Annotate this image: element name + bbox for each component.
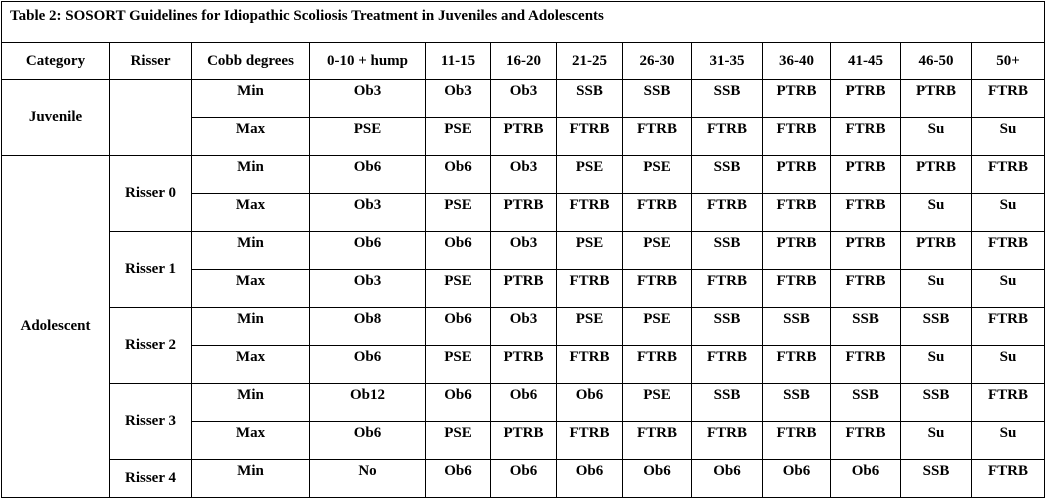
table-title: Table 2: SOSORT Guidelines for Idiopathic Scoliosis Treatment in Juveniles and Adolescents xyxy=(2,2,1045,43)
treatment-cell: SSB xyxy=(557,80,623,118)
treatment-cell: Ob6 xyxy=(310,156,426,194)
treatment-cell: Ob6 xyxy=(426,308,491,346)
treatment-cell: Ob6 xyxy=(426,232,491,270)
table-container xyxy=(1,1,1044,498)
column-header: 50+ xyxy=(972,43,1045,80)
treatment-cell: FTRB xyxy=(692,422,763,460)
treatment-cell: FTRB xyxy=(557,346,623,384)
treatment-cell: FTRB xyxy=(972,156,1045,194)
treatment-cell: Ob12 xyxy=(310,384,426,422)
treatment-cell: Ob6 xyxy=(310,422,426,460)
treatment-cell: SSB xyxy=(831,308,901,346)
treatment-cell: FTRB xyxy=(831,270,901,308)
sosort-guidelines-table xyxy=(1,1,1045,498)
category-cell: Juvenile xyxy=(2,80,110,156)
treatment-cell: PSE xyxy=(557,232,623,270)
treatment-cell: PSE xyxy=(623,308,692,346)
treatment-cell: PTRB xyxy=(901,232,972,270)
treatment-cell: Su xyxy=(972,118,1045,156)
treatment-cell: PSE xyxy=(426,270,491,308)
table-row xyxy=(2,308,1045,346)
table-row xyxy=(2,460,1045,498)
treatment-cell: SSB xyxy=(901,460,972,498)
treatment-cell: Ob3 xyxy=(491,80,557,118)
column-header: 11-15 xyxy=(426,43,491,80)
treatment-cell: FTRB xyxy=(972,308,1045,346)
table-row xyxy=(2,80,1045,118)
level-cell: Min xyxy=(192,80,310,118)
treatment-cell: Su xyxy=(901,346,972,384)
treatment-cell: PTRB xyxy=(763,232,831,270)
treatment-cell: PSE xyxy=(623,384,692,422)
treatment-cell: SSB xyxy=(763,384,831,422)
level-cell: Max xyxy=(192,346,310,384)
treatment-cell: PSE xyxy=(426,118,491,156)
treatment-cell: Ob6 xyxy=(426,384,491,422)
treatment-cell: FTRB xyxy=(763,422,831,460)
treatment-cell: FTRB xyxy=(972,384,1045,422)
level-cell: Min xyxy=(192,460,310,498)
column-header: Cobb degrees xyxy=(192,43,310,80)
treatment-cell: Ob3 xyxy=(310,80,426,118)
level-cell: Min xyxy=(192,308,310,346)
level-cell: Min xyxy=(192,156,310,194)
treatment-cell: SSB xyxy=(692,156,763,194)
column-header: 16-20 xyxy=(491,43,557,80)
column-header: 36-40 xyxy=(763,43,831,80)
column-header: Category xyxy=(2,43,110,80)
risser-cell: Risser 2 xyxy=(110,308,192,384)
table-row xyxy=(2,156,1045,194)
treatment-cell: Ob3 xyxy=(491,308,557,346)
treatment-cell: FTRB xyxy=(623,270,692,308)
column-header: 0-10 + hump xyxy=(310,43,426,80)
treatment-cell: FTRB xyxy=(692,194,763,232)
treatment-cell: FTRB xyxy=(557,422,623,460)
treatment-cell: Su xyxy=(901,118,972,156)
treatment-cell: PSE xyxy=(557,308,623,346)
treatment-cell: SSB xyxy=(692,80,763,118)
table-row xyxy=(2,384,1045,422)
treatment-cell: FTRB xyxy=(831,422,901,460)
level-cell: Max xyxy=(192,270,310,308)
treatment-cell: FTRB xyxy=(692,270,763,308)
risser-cell: Risser 4 xyxy=(110,460,192,498)
risser-cell xyxy=(110,80,192,156)
treatment-cell: PTRB xyxy=(491,346,557,384)
treatment-cell: Ob6 xyxy=(557,384,623,422)
treatment-cell: Ob6 xyxy=(426,460,491,498)
treatment-cell: PSE xyxy=(426,346,491,384)
treatment-cell: FTRB xyxy=(692,346,763,384)
treatment-cell: Su xyxy=(901,270,972,308)
treatment-cell: Ob6 xyxy=(491,460,557,498)
treatment-cell: PSE xyxy=(426,194,491,232)
risser-cell: Risser 3 xyxy=(110,384,192,460)
column-header: Risser xyxy=(110,43,192,80)
treatment-cell: SSB xyxy=(623,80,692,118)
level-cell: Max xyxy=(192,118,310,156)
treatment-cell: SSB xyxy=(901,384,972,422)
treatment-cell: Ob6 xyxy=(831,460,901,498)
column-header: 31-35 xyxy=(692,43,763,80)
treatment-cell: FTRB xyxy=(831,118,901,156)
treatment-cell: Su xyxy=(972,422,1045,460)
treatment-cell: FTRB xyxy=(972,232,1045,270)
treatment-cell: PSE xyxy=(557,156,623,194)
column-header: 41-45 xyxy=(831,43,901,80)
treatment-cell: SSB xyxy=(692,384,763,422)
header-row xyxy=(2,43,1045,80)
treatment-cell: PSE xyxy=(310,118,426,156)
treatment-cell: Ob3 xyxy=(491,156,557,194)
treatment-cell: FTRB xyxy=(692,118,763,156)
treatment-cell: Ob6 xyxy=(491,384,557,422)
treatment-cell: PTRB xyxy=(491,194,557,232)
treatment-cell: FTRB xyxy=(557,270,623,308)
treatment-cell: FTRB xyxy=(623,194,692,232)
level-cell: Min xyxy=(192,232,310,270)
treatment-cell: PTRB xyxy=(763,80,831,118)
level-cell: Max xyxy=(192,194,310,232)
treatment-cell: PTRB xyxy=(491,422,557,460)
treatment-cell: PTRB xyxy=(491,118,557,156)
risser-cell: Risser 1 xyxy=(110,232,192,308)
treatment-cell: PTRB xyxy=(831,156,901,194)
treatment-cell: PTRB xyxy=(831,80,901,118)
risser-cell: Risser 0 xyxy=(110,156,192,232)
treatment-cell: Ob6 xyxy=(426,156,491,194)
treatment-cell: FTRB xyxy=(763,118,831,156)
treatment-cell: Ob6 xyxy=(310,346,426,384)
table-body xyxy=(2,80,1045,498)
treatment-cell: Ob3 xyxy=(310,194,426,232)
treatment-cell: PTRB xyxy=(831,232,901,270)
treatment-cell: PSE xyxy=(426,422,491,460)
treatment-cell: PSE xyxy=(623,156,692,194)
treatment-cell: FTRB xyxy=(831,194,901,232)
treatment-cell: FTRB xyxy=(972,460,1045,498)
column-header: 21-25 xyxy=(557,43,623,80)
column-header: 26-30 xyxy=(623,43,692,80)
treatment-cell: SSB xyxy=(692,232,763,270)
treatment-cell: PTRB xyxy=(901,80,972,118)
treatment-cell: FTRB xyxy=(623,118,692,156)
treatment-cell: FTRB xyxy=(623,422,692,460)
treatment-cell: FTRB xyxy=(763,194,831,232)
treatment-cell: No xyxy=(310,460,426,498)
level-cell: Max xyxy=(192,422,310,460)
category-cell: Adolescent xyxy=(2,156,110,498)
column-header: 46-50 xyxy=(901,43,972,80)
treatment-cell: SSB xyxy=(763,308,831,346)
treatment-cell: FTRB xyxy=(831,346,901,384)
treatment-cell: Ob3 xyxy=(310,270,426,308)
treatment-cell: FTRB xyxy=(763,346,831,384)
treatment-cell: SSB xyxy=(831,384,901,422)
treatment-cell: Ob6 xyxy=(310,232,426,270)
treatment-cell: FTRB xyxy=(763,270,831,308)
treatment-cell: Ob8 xyxy=(310,308,426,346)
treatment-cell: SSB xyxy=(901,308,972,346)
treatment-cell: Su xyxy=(901,194,972,232)
treatment-cell: Ob6 xyxy=(763,460,831,498)
treatment-cell: Su xyxy=(901,422,972,460)
treatment-cell: PSE xyxy=(623,232,692,270)
treatment-cell: FTRB xyxy=(557,194,623,232)
treatment-cell: PTRB xyxy=(491,270,557,308)
treatment-cell: Su xyxy=(972,194,1045,232)
treatment-cell: Ob6 xyxy=(623,460,692,498)
treatment-cell: FTRB xyxy=(557,118,623,156)
treatment-cell: PTRB xyxy=(763,156,831,194)
treatment-cell: Su xyxy=(972,270,1045,308)
treatment-cell: PTRB xyxy=(901,156,972,194)
table-row xyxy=(2,232,1045,270)
treatment-cell: Ob3 xyxy=(491,232,557,270)
treatment-cell: FTRB xyxy=(972,80,1045,118)
treatment-cell: Ob6 xyxy=(692,460,763,498)
treatment-cell: SSB xyxy=(692,308,763,346)
treatment-cell: Ob6 xyxy=(557,460,623,498)
treatment-cell: Ob3 xyxy=(426,80,491,118)
level-cell: Min xyxy=(192,384,310,422)
treatment-cell: FTRB xyxy=(623,346,692,384)
treatment-cell: Su xyxy=(972,346,1045,384)
